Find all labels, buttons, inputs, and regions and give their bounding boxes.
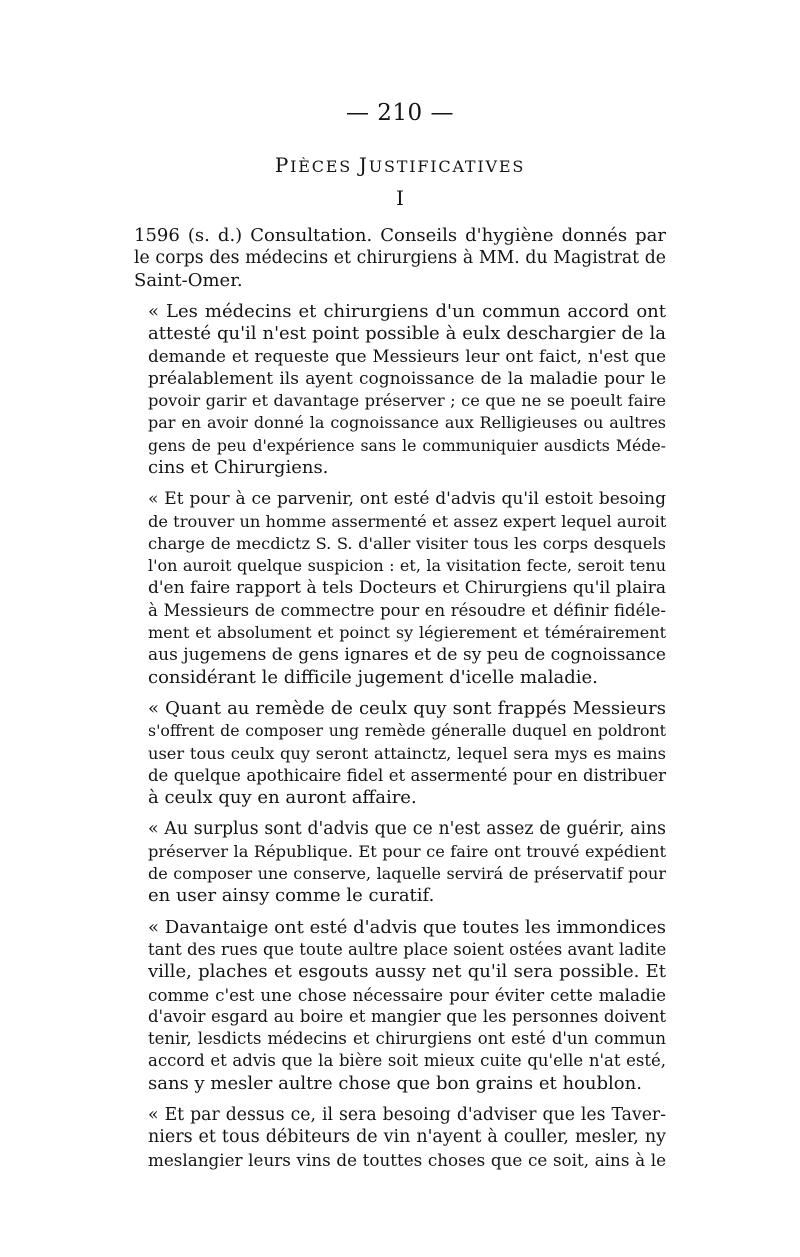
text-line: considérant le difficile jugement d'icelle maladie. — [148, 666, 598, 688]
paragraph — [134, 698, 666, 809]
text-line: 1596 (s. d.) Consultation. Conseils d'hygiène donnés par — [134, 225, 666, 246]
text-line: « Quant au remède de ceulx quy sont frappés Messieurs — [148, 697, 666, 719]
text-line: l'on auroit quelque suspicion : et, la visitation fecte, seroit tenu — [148, 556, 666, 576]
text-line: le corps des médecins et chirurgiens à MM. du Magistrat de — [134, 248, 666, 269]
text-line: en user ainsy comme le curatif. — [148, 885, 435, 907]
text-line: Saint-Omer. — [134, 269, 243, 291]
section-title — [0, 153, 800, 177]
text-line: ment et absolument et poinct sy légierement et témérairement — [148, 623, 666, 643]
text-line: de composer une conserve, laquelle servirá de préservatif pour — [148, 864, 666, 884]
text-line: cins et Chirurgiens. — [148, 456, 329, 478]
text-line: de trouver un homme assermenté et assez expert lequel auroit — [148, 511, 667, 531]
text-line: meslangier leurs vins de touttes choses que ce soit, ains à le — [148, 1149, 666, 1170]
text-line: user tous ceulx quy seront attainctz, lequel sera mys es mains — [148, 743, 666, 763]
section-title-word-1: IÈCES — [290, 157, 353, 176]
section-title-initial-2: J — [358, 153, 369, 177]
text-line: niers et tous débiteurs de vin n'ayent à couller, mesler, ny — [148, 1127, 666, 1148]
section-title-initial-1: P — [274, 153, 291, 177]
text-line: « Au surplus sont d'advis que ce n'est assez de guérir, ains — [148, 819, 666, 840]
text-line: préserver la République. Et pour ce faire ont trouvé expédient — [148, 841, 666, 861]
text-line: aus jugemens de gens ignares et de sy peu de cognoissance — [148, 645, 666, 666]
text-line: tant des rues que toute aultre place soient ostées avant ladite — [148, 939, 667, 959]
text-line: sans y mesler aultre chose que bon grains et houblon. — [148, 1072, 642, 1094]
paragraph — [134, 225, 666, 292]
text-line: d'avoir esgard au boire et mangier que les personnes doivent — [148, 1006, 666, 1026]
text-line: attesté qu'il n'est point possible à eulx deschargier de la — [148, 323, 666, 345]
text-line: povoir garir et davantage préserver ; ce que ne se poeult faire — [148, 391, 666, 411]
text-line: s'offrent de composer ung remède géneralle duquel en poldront — [148, 721, 666, 741]
text-line: à ceulx quy en auront affaire. — [148, 787, 417, 809]
paragraph — [134, 1104, 666, 1171]
paragraph — [134, 301, 666, 479]
page-number: — 210 — — [345, 100, 455, 126]
paragraph — [134, 488, 666, 689]
text-line: demande et requeste que Messieurs leur ont faict, n'est que — [148, 346, 666, 367]
body-text — [134, 225, 666, 1171]
text-line: gens de peu d'expérience sans le communiquier ausdicts Méde- — [148, 435, 666, 455]
text-line: à Messieurs de commectre pour en résoudre et définir fidéle- — [148, 600, 666, 620]
text-line: d'en faire rapport à tels Docteurs et Chirurgiens qu'il plaira — [148, 578, 666, 599]
text-line: tenir, lesdicts médecins et chirurgiens ont esté d'un commun — [148, 1029, 666, 1049]
text-line: par en avoir donné la cognoissance aux Relligieuses ou aultres — [148, 413, 666, 433]
text-line: « Et pour à ce parvenir, ont esté d'advis qu'il estoit besoing — [148, 489, 666, 510]
text-line: comme c'est une chose nécessaire pour éviter cette maladie — [148, 984, 666, 1005]
paragraph — [134, 818, 666, 907]
text-line: ville, plaches et esgouts aussy net qu'il sera possible. Et — [148, 961, 666, 983]
text-line: accord et advis que la bière soit mieux cuite qu'elle n'at esté, — [148, 1051, 666, 1071]
text-line: « Davantaige ont esté d'advis que toutes les immondices — [148, 916, 666, 938]
section-title-word-2: USTIFICATIVES — [368, 157, 526, 176]
text-line: « Et par dessus ce, il sera besoing d'adviser que les Taver- — [148, 1104, 666, 1125]
text-line: « Les médecins et chirurgiens d'un commun accord ont — [148, 300, 666, 322]
document-number: I — [396, 186, 404, 210]
text-line: charge de mecdictz S. S. d'aller visiter tous les corps desquels — [148, 533, 666, 553]
paragraph — [134, 917, 666, 1095]
text-line: de quelque apothicaire fidel et assermenté pour en distribuer — [148, 765, 666, 785]
text-line: préalablement ils ayent cognoissance de la maladie pour le — [148, 368, 666, 389]
